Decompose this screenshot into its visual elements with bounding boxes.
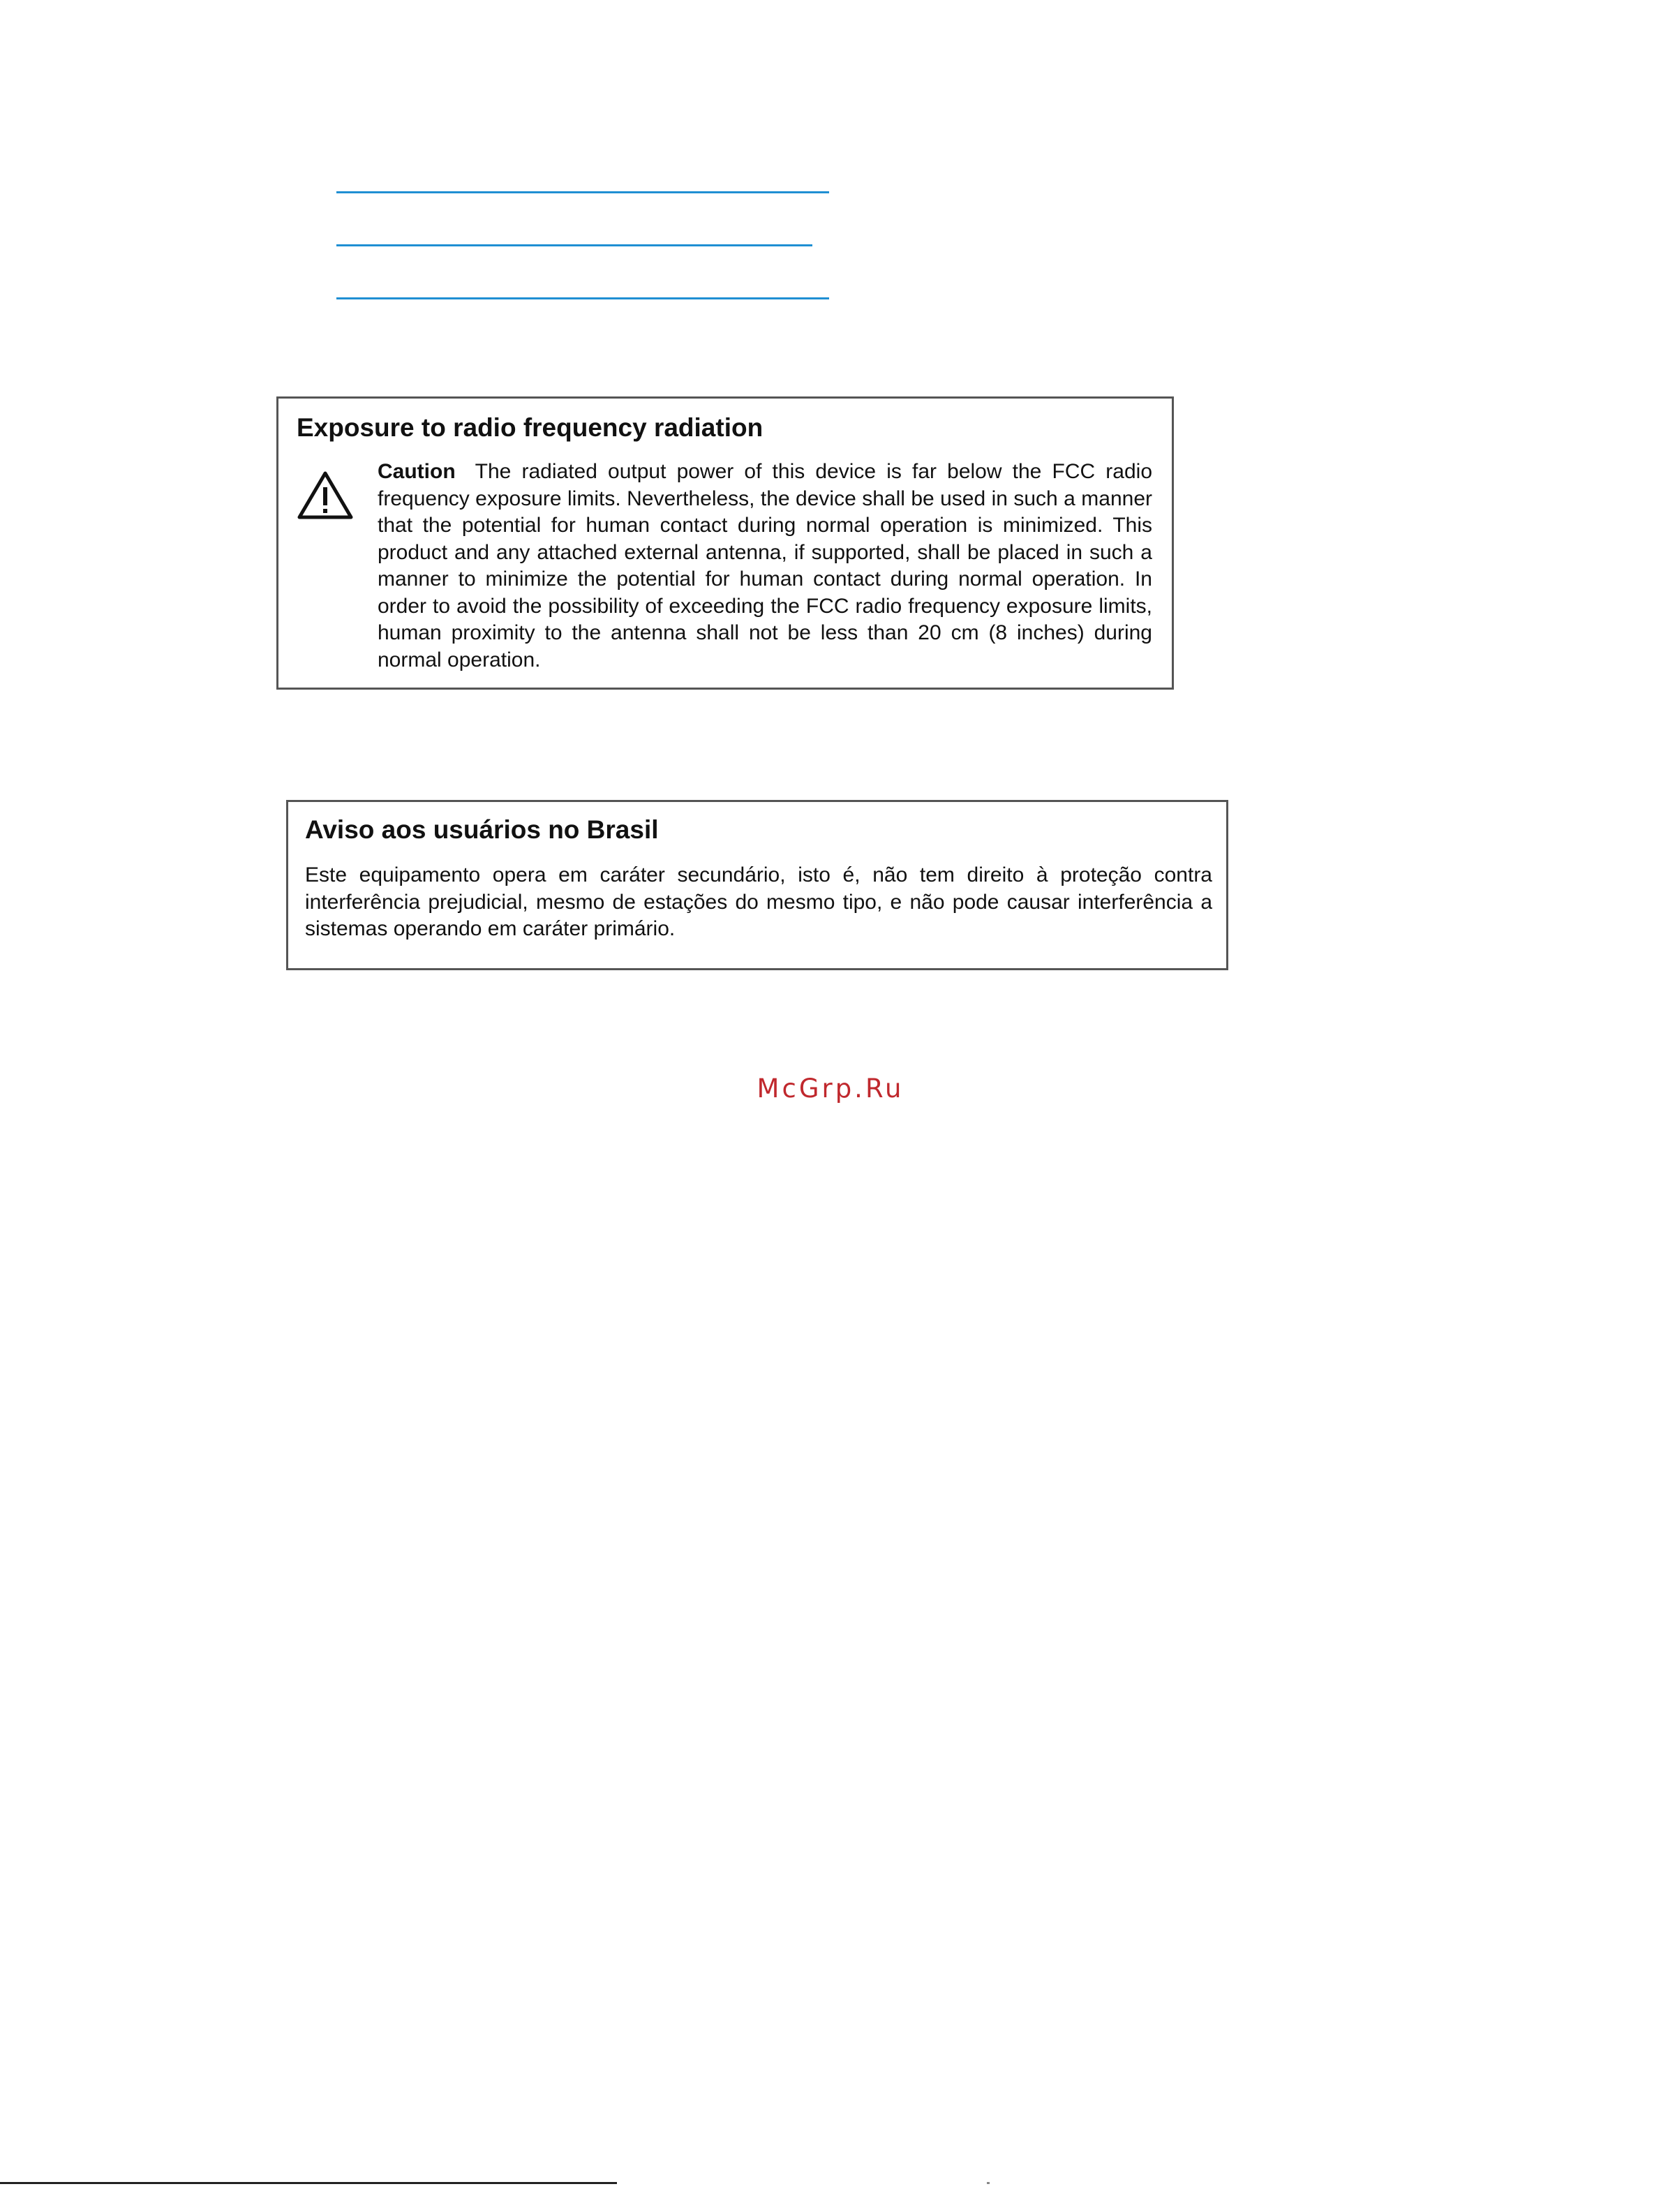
link-underline[interactable] [336,244,812,246]
footer-mark [987,2182,990,2184]
link-underline[interactable] [336,297,829,299]
brasil-notice-text: Este equipamento opera em caráter secundário, isto é, não tem direito à proteção contra interferência prejudicial, mesmo de estações do mesmo tipo, e não pode causar interferência a sistemas operando em caráter primário. [305,863,1212,940]
caution-label: Caution [378,460,456,483]
link-underline[interactable] [336,191,829,193]
brasil-notice [286,800,1228,970]
rf-notice-title: Exposure to radio frequency radiation [297,413,764,442]
warning-triangle-icon [297,470,354,520]
watermark-text: McGrp.Ru [757,1074,904,1104]
rf-exposure-notice [276,396,1174,690]
caution-paragraph [378,459,1152,674]
caution-text: The radiated output power of this device is far below the FCC radio frequency exposure limits. Nevertheless, the device shall be used in such a manner that the potential for human contact during normal operation is minimized. This product and any attached external antenna, if supported, shall be placed in such a manner to minimize the potential for human contact during normal operation. In order to avoid the possibility of exceeding the FCC radio frequency exposure limits, human proximity to the antenna shall not be less than 20 cm (8 inches) during normal operation. [378,460,1152,671]
footer-rule [0,2182,617,2184]
brasil-notice-title: Aviso aos usuários no Brasil [305,815,659,844]
